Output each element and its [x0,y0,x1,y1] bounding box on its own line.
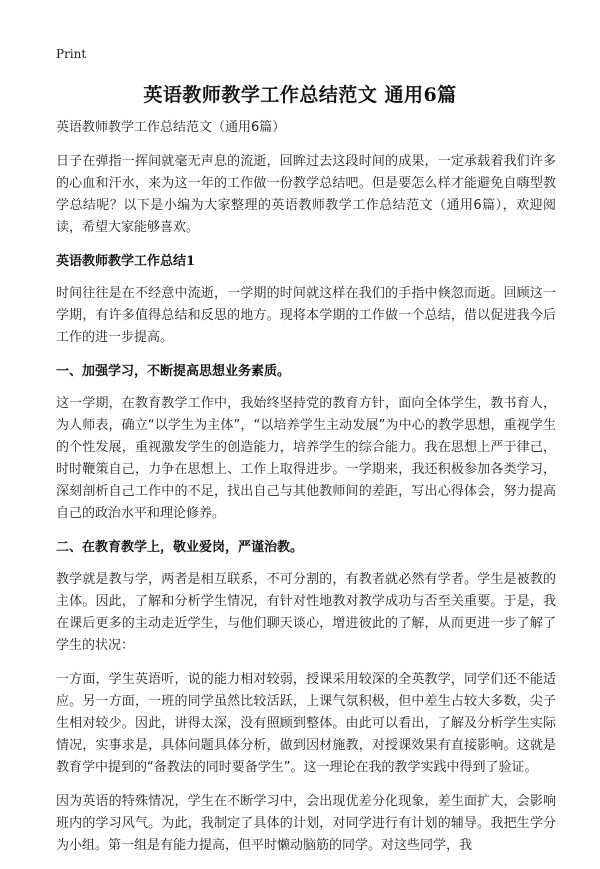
subsection-heading: 二、在教育教学上，敬业爱岗，严谨治教。 [56,540,304,555]
paragraph: 这一学期，在教育教学工作中，我始终坚持党的教育方针，面向全体学生，教书育人，为人师表，确立“以学生为主体”，“以培养学生主动发展”为中心的教学思想，重视学生的个性发展，重视激发学生的创造能力，培养学生的综合能力。我在思想上严于律己，时时鞭策自己，力争在思想上、工作上取得进步。一学期来，我还积极参加各类学习，深刻剖析自己工作中的不足，找出自己与其他教师间的差距，写出心得体会，努力提高自己的政治水平和理论修养。 [56,396,556,521]
paragraph: 教学就是教与学，两者是相互联系，不可分割的，有教者就必然有学者。学生是被教的主体。因此，了解和分析学生情况，有针对性地教对教学成功与否至关重要。于是，我在课后更多的主动走近学生，与他们聊天谈心，增进彼此的了解，从而更进一步了解了学生的状况： [56,572,556,653]
paragraph: 因为英语的特殊情况，学生在不断学习中，会出现优差分化现象，差生面扩大，会影响班内的学习风气。为此，我制定了具体的计划，对同学进行有计划的辅导。我把生学分为小组。第一组是有能力提高，但平时懒动脑筋的同学。对这些同学，我 [56,794,556,853]
paragraph: 一方面，学生英语听，说的能力相对较弱，授课采用较深的全英教学，同学们还不能适应。另一方面，一班的同学虽然比较活跃，上课气氛积极，但中差生占较大多数，尖子生相对较少。因此，讲得太深，没有照顾到整体。由此可以看出，了解及分析学生实际情况，实事求是，具体问题具体分析，做到因材施教，对授课效果有直接影响。这就是教育学中提到的“备教法的同时要备学生”。这一理论在我的教学实践中得到了验证。 [56,672,556,775]
section-heading: 英语教师教学工作总结1 [56,254,196,269]
paragraph: 时间往往是在不经意中流逝，一学期的时间就这样在我们的手指中倏忽而逝。回顾这一学期，有许多值得总结和反思的地方。现将本学期的工作做一个总结，借以促进我今后工作的进一步提高。 [56,286,556,345]
document-body [56,117,556,869]
subsection-heading: 一、加强学习，不断提高思想业务素质。 [56,364,291,379]
intro-paragraph: 日子在弹指一挥间就毫无声息的流逝，回眸过去这段时间的成果，一定承载着我们许多的心血和汗水，来为这一年的工作做一份教学总结吧。但是要怎么样才能避免自嗨型教学总结呢？以下是小编为大家整理的英语教师教学工作总结范文（通用6篇），欢迎阅读，希望大家能够喜欢。 [56,154,556,235]
document-subtitle: 英语教师教学工作总结范文（通用6篇） [56,120,286,135]
page-title: 英语教师教学工作总结范文 通用6篇 [143,84,457,106]
print-link[interactable]: Print [56,47,87,61]
